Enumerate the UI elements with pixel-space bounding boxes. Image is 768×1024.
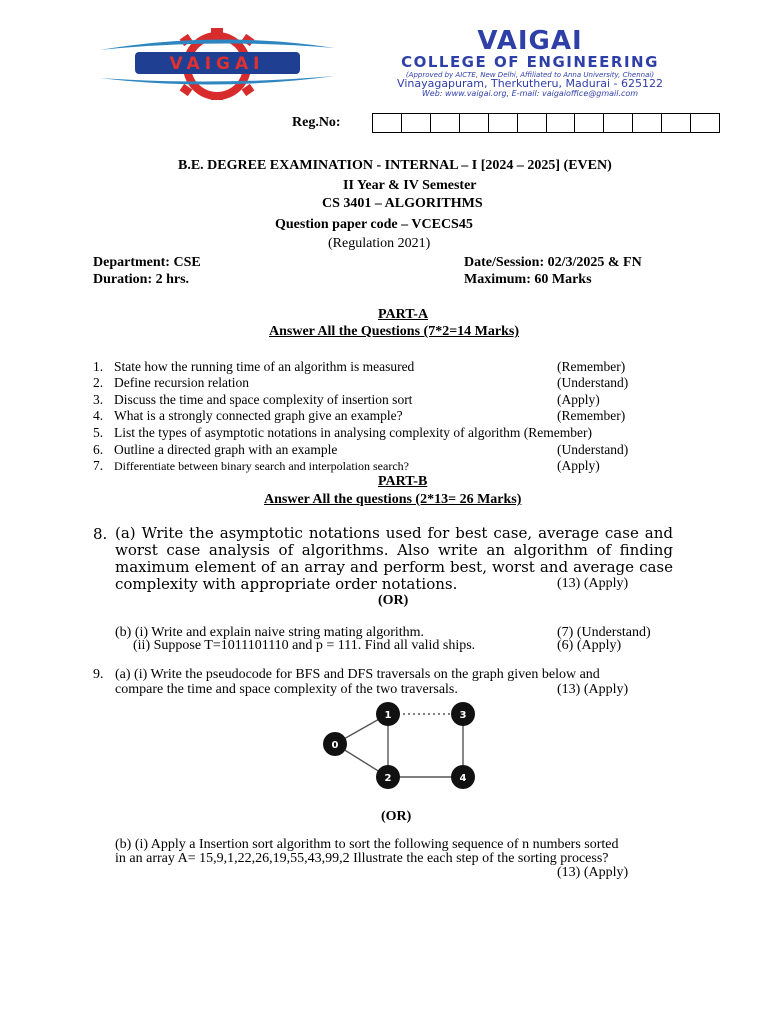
regulation: (Regulation 2021) bbox=[328, 236, 431, 251]
question-text: What is a strongly connected graph give an example? bbox=[114, 408, 403, 423]
q8b-ii-text: (ii) Suppose T=1011101110 and p = 111. Find all valid ships. bbox=[133, 638, 476, 653]
q8a-marks: (13) (Apply) bbox=[557, 576, 629, 591]
reg-number-boxes[interactable] bbox=[372, 113, 720, 133]
question-number: 4. bbox=[93, 408, 104, 423]
duration: Duration: 2 hrs. bbox=[93, 272, 190, 287]
q9b-marks: (13) (Apply) bbox=[557, 865, 629, 880]
q8b-i-text: (b) (i) Write and explain naive string mating algorithm. bbox=[115, 625, 425, 640]
college-address: Vinayagapuram, Therkutheru, Madurai - 625122 bbox=[397, 77, 663, 90]
logo-text: VAIGAI bbox=[169, 54, 265, 74]
q9-number: 9. bbox=[93, 667, 104, 682]
question-text: Outline a directed graph with an example bbox=[114, 442, 338, 457]
question-number: 3. bbox=[93, 392, 104, 407]
q9a-marks: (13) (Apply) bbox=[557, 682, 629, 697]
q9b-line2: in an array A= 15,9,1,22,26,19,55,43,99,2 Illustrate the each step of the sorting process? bbox=[115, 851, 609, 866]
approval-text: (Approved by AICTE, New Delhi, Affiliated to Anna University, Chennai) bbox=[405, 71, 655, 79]
paper-code: Question paper code – VCECS45 bbox=[275, 217, 473, 232]
question-text: List the types of asymptotic notations in analysing complexity of algorithm (Remember) bbox=[114, 425, 593, 440]
part-b-title: PART-B bbox=[378, 474, 428, 489]
exam-year: II Year & IV Semester bbox=[343, 178, 477, 193]
question-text: Define recursion relation bbox=[114, 375, 249, 390]
college-logo bbox=[95, 28, 340, 100]
question-number: 2. bbox=[93, 375, 104, 390]
question-number: 1. bbox=[93, 359, 104, 374]
graph-node-0: 0 bbox=[331, 740, 339, 751]
question-number: 5. bbox=[93, 425, 104, 440]
date-session: Date/Session: 02/3/2025 & FN bbox=[464, 255, 642, 270]
question-text: Differentiate between binary search and interpolation search? bbox=[114, 459, 409, 473]
part-a-title: PART-A bbox=[378, 307, 429, 322]
college-banner bbox=[345, 26, 715, 96]
question-level: (Understand) bbox=[557, 375, 629, 390]
question-number: 6. bbox=[93, 442, 104, 457]
q9b-line1: (b) (i) Apply a Insertion sort algorithm to sort the following sequence of n numbers sorted bbox=[115, 837, 619, 852]
department: Department: CSE bbox=[93, 255, 201, 270]
q8b-i-marks: (7) (Understand) bbox=[557, 625, 651, 640]
graph-node-1: 1 bbox=[384, 710, 392, 721]
graph-diagram bbox=[318, 700, 483, 792]
question-level: (Apply) bbox=[557, 458, 600, 473]
question-level: (Apply) bbox=[557, 392, 600, 407]
part-b-instruction: Answer All the questions (2*13= 26 Marks) bbox=[264, 492, 522, 507]
or-separator-2: (OR) bbox=[381, 809, 412, 824]
question-level: (Understand) bbox=[557, 442, 629, 457]
question-text: Discuss the time and space complexity of insertion sort bbox=[114, 392, 413, 407]
question-number: 7. bbox=[93, 458, 104, 473]
q8a-text: (a) Write the asymptotic notations used for best case, average case and worst case analysis of algorithms. Also write an algorithm of finding maximum element of an array and perform best, worst and average case complexity with appropriate order notations. bbox=[115, 524, 673, 593]
part-a-instruction: Answer All the Questions (7*2=14 Marks) bbox=[269, 324, 519, 339]
question-text: State how the running time of an algorithm is measured bbox=[114, 359, 415, 374]
graph-nodes bbox=[323, 702, 475, 789]
or-separator-1: (OR) bbox=[378, 593, 409, 608]
course-title: CS 3401 – ALGORITHMS bbox=[322, 196, 483, 211]
college-web: Web: www.vaigai.org, E-mail: vaigaioffice@gmail.com bbox=[421, 89, 639, 98]
college-subtitle: COLLEGE OF ENGINEERING bbox=[401, 53, 659, 71]
graph-node-2: 2 bbox=[384, 773, 392, 784]
college-name: VAIGAI bbox=[477, 26, 583, 56]
exam-title: B.E. DEGREE EXAMINATION - INTERNAL – I [2024 – 2025] (EVEN) bbox=[178, 158, 612, 173]
question-level: (Remember) bbox=[557, 408, 626, 423]
max-marks: Maximum: 60 Marks bbox=[464, 272, 592, 287]
graph-node-4: 4 bbox=[459, 773, 467, 784]
q8-number: 8. bbox=[93, 525, 108, 543]
q9a-line2: compare the time and space complexity of the two traversals. bbox=[115, 682, 458, 697]
question-level: (Remember) bbox=[557, 359, 626, 374]
graph-node-3: 3 bbox=[459, 710, 467, 721]
reg-label: Reg.No: bbox=[292, 115, 341, 130]
q9a-line1: (a) (i) Write the pseudocode for BFS and DFS traversals on the graph given below and bbox=[115, 667, 600, 682]
q8b-ii-marks: (6) (Apply) bbox=[557, 638, 622, 653]
